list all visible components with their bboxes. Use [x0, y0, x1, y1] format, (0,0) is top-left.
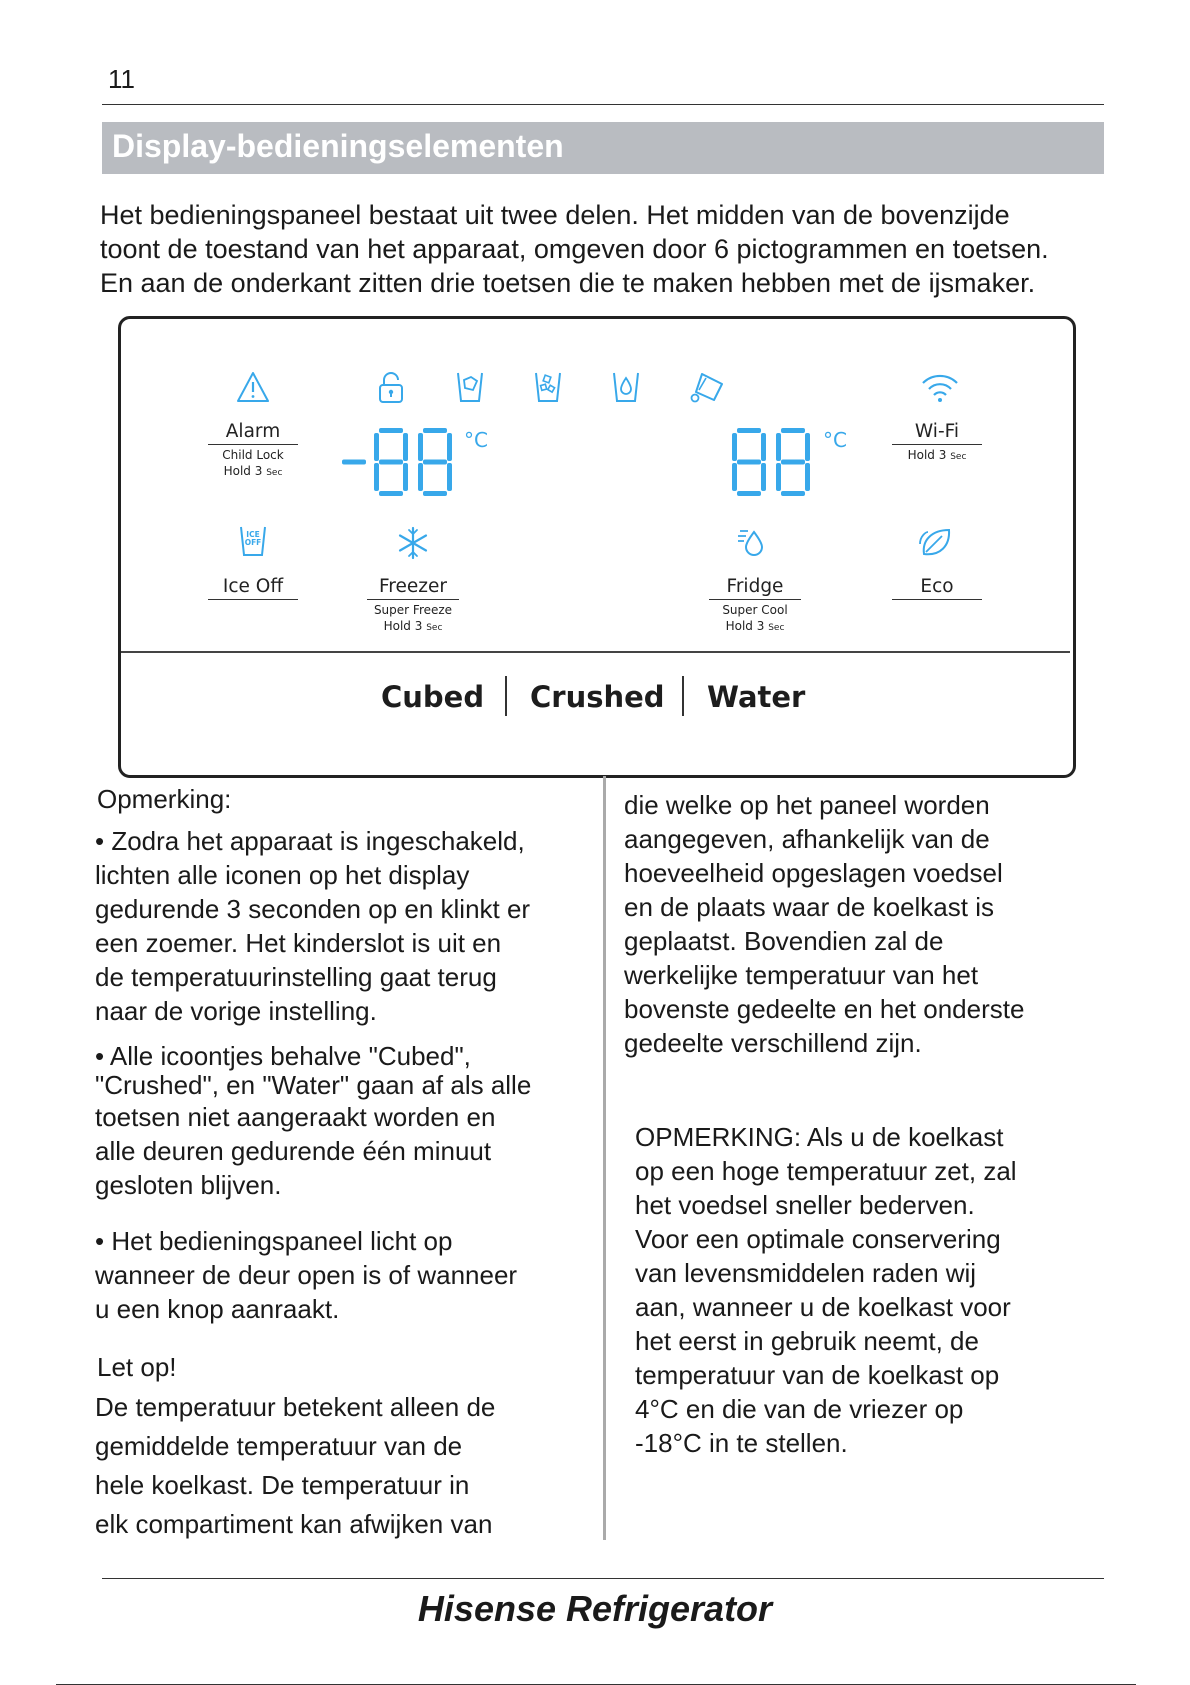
display-segment: [737, 428, 761, 433]
text-line: gedeelte verschillend zijn.: [624, 1028, 922, 1058]
text-line: het voedsel sneller bederven.: [635, 1190, 975, 1220]
text-line: aan, wanneer u de koelkast voor: [635, 1292, 1011, 1322]
intro-paragraph: [100, 198, 1110, 300]
display-segment: [379, 460, 403, 465]
text-line: OPMERKING: Als u de koelkast: [635, 1122, 1004, 1152]
intro-line: Het bedieningspaneel bestaat uit twee delen. Het midden van de bovenzijde: [100, 200, 1010, 230]
ice-off-label: Ice Off: [208, 576, 298, 600]
note-bullet-1: [95, 824, 530, 1028]
text-line: wanneer de deur open is of wanneer: [95, 1260, 518, 1290]
display-segment: [781, 428, 805, 433]
note-bullet-3: [95, 1224, 517, 1326]
wifi-icon: [920, 372, 960, 404]
wifi-hold: Hold 3 Sec: [907, 448, 967, 462]
fridge-sub: [709, 602, 801, 636]
display-segment: [781, 491, 805, 496]
display-segment: [447, 463, 452, 491]
ice-off-icon: [238, 524, 268, 558]
footer-rule: [102, 1578, 1104, 1579]
text-line: en de plaats waar de koelkast is: [624, 892, 994, 922]
display-segment: [732, 433, 737, 461]
footer-brand: Hisense Refrigerator: [417, 1588, 773, 1629]
text-line: gedurende 3 seconden op en klinkt er: [95, 894, 531, 924]
ice-off-icon-text2: OFF: [244, 538, 262, 547]
text-line: van levensmiddelen raden wij: [635, 1258, 977, 1288]
fridge-unit: °C: [823, 428, 847, 452]
freezer-temperature-display: [340, 428, 470, 504]
section-banner: [102, 122, 1104, 174]
super-cool-icon: [736, 526, 770, 560]
text-line: bovenste gedeelte en het onderste: [624, 994, 1025, 1024]
display-segment: [379, 428, 403, 433]
freezer-label: Freezer: [367, 576, 459, 600]
freezer-super-freeze: Super Freeze: [373, 603, 453, 617]
display-minus-segment: [342, 460, 366, 465]
column-separator: [603, 776, 606, 1540]
eco-label: Eco: [892, 576, 982, 600]
note-bullet-2-body: [95, 1100, 495, 1202]
display-segment: [374, 463, 379, 491]
display-segment: [423, 460, 447, 465]
fridge-label: Fridge: [709, 576, 801, 600]
fridge-hold: Hold 3 Sec: [725, 619, 785, 633]
text-line: het eerst in gebruik neemt, de: [635, 1326, 979, 1356]
text-line: • Het bedieningspaneel licht op: [95, 1226, 453, 1256]
text-line: Voor een optimale conservering: [635, 1224, 1001, 1254]
text-line: lichten alle iconen op het display: [95, 860, 470, 890]
right-paragraph-1: [624, 788, 1024, 1060]
freezer-sub: [367, 602, 459, 636]
display-segment: [403, 463, 408, 491]
snowflake-icon: [396, 526, 430, 560]
right-note-paragraph: [635, 1120, 1017, 1460]
display-segment: [776, 433, 781, 461]
text-line: aangegeven, afhankelijk van de: [624, 824, 990, 854]
display-segment: [805, 463, 810, 491]
text-line: -18°C in te stellen.: [635, 1428, 848, 1458]
freezer-unit: °C: [464, 428, 488, 452]
note-heading: Opmerking:: [97, 784, 232, 814]
text-line: hele koelkast. De temperatuur in: [95, 1470, 470, 1500]
display-segment: [379, 491, 403, 496]
let-op-heading: Let op!: [97, 1352, 177, 1382]
alarm-sub: [208, 447, 298, 481]
display-segment: [418, 433, 423, 461]
display-segment: [403, 433, 408, 461]
display-segment: [761, 433, 766, 461]
text-line: een zoemer. Het kinderslot is uit en: [95, 928, 502, 958]
cubed-ice-icon[interactable]: [455, 370, 485, 404]
text-line: • Alle icoontjes behalve "Cubed",: [95, 1041, 471, 1071]
text-line: elk compartiment kan afwijken van: [95, 1509, 493, 1539]
display-segment: [805, 433, 810, 461]
ice-button-separator: [505, 676, 507, 716]
let-op-body: [95, 1388, 495, 1544]
display-segment: [423, 491, 447, 496]
header-rule: [102, 104, 1104, 105]
text-line: die welke op het paneel worden: [624, 790, 990, 820]
text-line: gemiddelde temperatuur van de: [95, 1431, 463, 1461]
text-line: geplaatst. Bovendien zal de: [624, 926, 944, 956]
text-line: werkelijke temperatuur van het: [624, 960, 979, 990]
display-segment: [737, 491, 761, 496]
text-line: • Zodra het apparaat is ingeschakeld,: [95, 826, 525, 856]
water-icon[interactable]: [611, 370, 641, 404]
text-line: naar de vorige instelling.: [95, 996, 377, 1026]
display-segment: [737, 460, 761, 465]
water-button[interactable]: Water: [707, 680, 806, 714]
text-line: toetsen niet aangeraakt worden en: [95, 1102, 496, 1132]
section-title: Display-bedieningselementen: [112, 128, 564, 164]
text-line: u een knop aanraakt.: [95, 1294, 340, 1324]
display-segment: [732, 463, 737, 491]
lock-icon[interactable]: [377, 371, 405, 404]
page-number: 11: [108, 64, 135, 94]
text-line: temperatuur van de koelkast op: [635, 1360, 1000, 1390]
alarm-control[interactable]: [208, 421, 298, 481]
intro-line: toont de toestand van het apparaat, omgeven door 6 pictogrammen en toetsen.: [100, 234, 1049, 264]
fridge-super-cool: Super Cool: [722, 603, 788, 617]
leaf-icon: [918, 526, 954, 560]
cubed-button[interactable]: Cubed: [381, 680, 485, 714]
text-line: hoeveelheid opgeslagen voedsel: [624, 858, 1003, 888]
text-line: De temperatuur betekent alleen de: [95, 1392, 496, 1422]
ice-off-icon-text1: ICE: [246, 530, 260, 539]
fridge-temperature-display: [730, 428, 830, 504]
ice-off-control[interactable]: [208, 576, 298, 600]
fridge-control[interactable]: [709, 576, 801, 636]
dispenser-light-icon[interactable]: [688, 370, 726, 404]
note-bullet-2-head: [95, 1042, 531, 1100]
display-segment: [447, 433, 452, 461]
alarm-hold: Hold 3 Sec: [223, 464, 283, 478]
crushed-ice-icon[interactable]: [533, 370, 563, 404]
text-line: "Crushed", en "Water" gaan af als alle: [95, 1070, 532, 1100]
alarm-sub-child-lock: Child Lock: [222, 448, 284, 462]
wifi-label: Wi-Fi: [892, 421, 982, 445]
panel-divider: [121, 651, 1070, 653]
text-line: op een hoge temperatuur zet, zal: [635, 1156, 1017, 1186]
display-segment: [781, 460, 805, 465]
text-line: gesloten blijven.: [95, 1170, 282, 1200]
display-segment: [374, 433, 379, 461]
display-segment: [423, 428, 447, 433]
text-line: 4°C en die van de vriezer op: [635, 1394, 964, 1424]
text-line: de temperatuurinstelling gaat terug: [95, 962, 497, 992]
warning-triangle-icon: [236, 371, 270, 403]
eco-control[interactable]: [892, 576, 982, 600]
display-segment: [776, 463, 781, 491]
freezer-control[interactable]: [367, 576, 459, 636]
ice-button-separator: [682, 676, 684, 716]
display-segment: [418, 463, 423, 491]
alarm-label: Alarm: [208, 421, 298, 445]
freezer-hold: Hold 3 Sec: [383, 619, 443, 633]
display-segment: [761, 463, 766, 491]
text-line: alle deuren gedurende één minuut: [95, 1136, 492, 1166]
wifi-control[interactable]: [892, 421, 982, 465]
intro-line: En aan de onderkant zitten drie toetsen die te maken hebben met de ijsmaker.: [100, 268, 1036, 298]
crushed-button[interactable]: Crushed: [530, 680, 665, 714]
